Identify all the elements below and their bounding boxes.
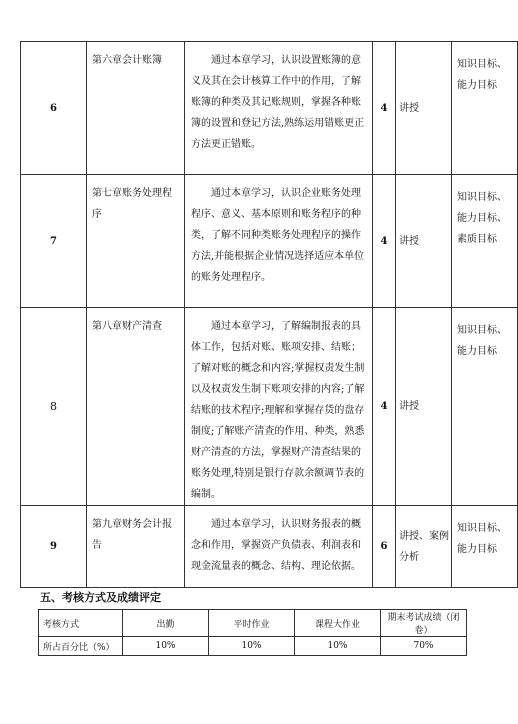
objective: 知识目标、能力目标、素质目标	[452, 175, 518, 308]
chapter-title: 第八章财产清查	[87, 308, 185, 506]
description-text: 通过本章学习，了解编制报表的具体工作，包括对账、账项安排、结账；了解对账的概念和内容;掌握权责发生制以及权责发生制下账项安排的内容;了解结账的技术程序;理解和掌握存货的盘存制度;了解账产清查的作用、种类，熟悉财产清查的方法，掌握财产清查结果的账务处理,特别是银行存款余额调节表的编制。	[191, 321, 365, 500]
table-row	[21, 175, 518, 308]
table-row	[21, 42, 518, 175]
table-row	[21, 308, 518, 506]
objective: 知识目标、能力目标	[452, 42, 518, 175]
hours: 4	[373, 308, 396, 506]
chapter-description	[185, 506, 373, 588]
assessment-value: 所占百分比（%）	[39, 637, 123, 656]
row-number: 7	[21, 175, 87, 308]
assessment-value-row	[39, 637, 467, 656]
chapter-title: 第九章财务会计报告	[87, 506, 185, 588]
assessment-value: 10%	[123, 637, 209, 656]
hours: 4	[373, 42, 396, 175]
assessment-header: 课程大作业	[295, 610, 381, 637]
objective: 知识目标、能力目标	[452, 308, 518, 506]
assessment-table	[38, 609, 467, 656]
chapter-description	[185, 308, 373, 506]
assessment-value: 10%	[295, 637, 381, 656]
assessment-header-row	[39, 610, 467, 637]
row-number: 9	[21, 506, 87, 588]
objective: 知识目标、能力目标	[452, 506, 518, 588]
assessment-value: 70%	[381, 637, 467, 656]
assessment-header: 期末考试成绩（闭卷）	[381, 610, 467, 637]
assessment-header: 平时作业	[209, 610, 295, 637]
chapter-title: 第七章账务处理程序	[87, 175, 185, 308]
description-text: 通过本章学习，认识企业账务处理程序、意义、基本原则和账务程序的种类，了解不同种类账务处理程序的操作方法,并能根据企业情况选择适应本单位的账务处理程序。	[191, 188, 365, 283]
teaching-method: 讲授	[396, 175, 452, 308]
assessment-header: 考核方式	[39, 610, 123, 637]
table-row	[21, 506, 518, 588]
assessment-value: 10%	[209, 637, 295, 656]
teaching-method: 讲授、案例分析	[396, 506, 452, 588]
hours: 6	[373, 506, 396, 588]
description-text: 通过本章学习，认识财务报表的概念和作用，掌握资产负债表、利润表和现金流量表的概念、结构、理论依据。	[191, 519, 361, 572]
teaching-method: 讲授	[396, 42, 452, 175]
hours: 4	[373, 175, 396, 308]
row-number: 8	[21, 308, 87, 506]
teaching-method: 讲授	[396, 308, 452, 506]
row-number: 6	[21, 42, 87, 175]
assessment-header: 出勤	[123, 610, 209, 637]
chapter-title: 第六章会计账簿	[87, 42, 185, 175]
chapter-description	[185, 42, 373, 175]
course-content-table	[20, 41, 518, 588]
section-title: 五、考核方式及成绩评定	[40, 591, 161, 604]
description-text: 通过本章学习，认识设置账簿的意义及其在会计核算工作中的作用，了解账簿的种类及其记账规则，掌握各种账簿的设置和登记方法,熟练运用错账更正方法更正错账。	[191, 55, 365, 150]
chapter-description	[185, 175, 373, 308]
